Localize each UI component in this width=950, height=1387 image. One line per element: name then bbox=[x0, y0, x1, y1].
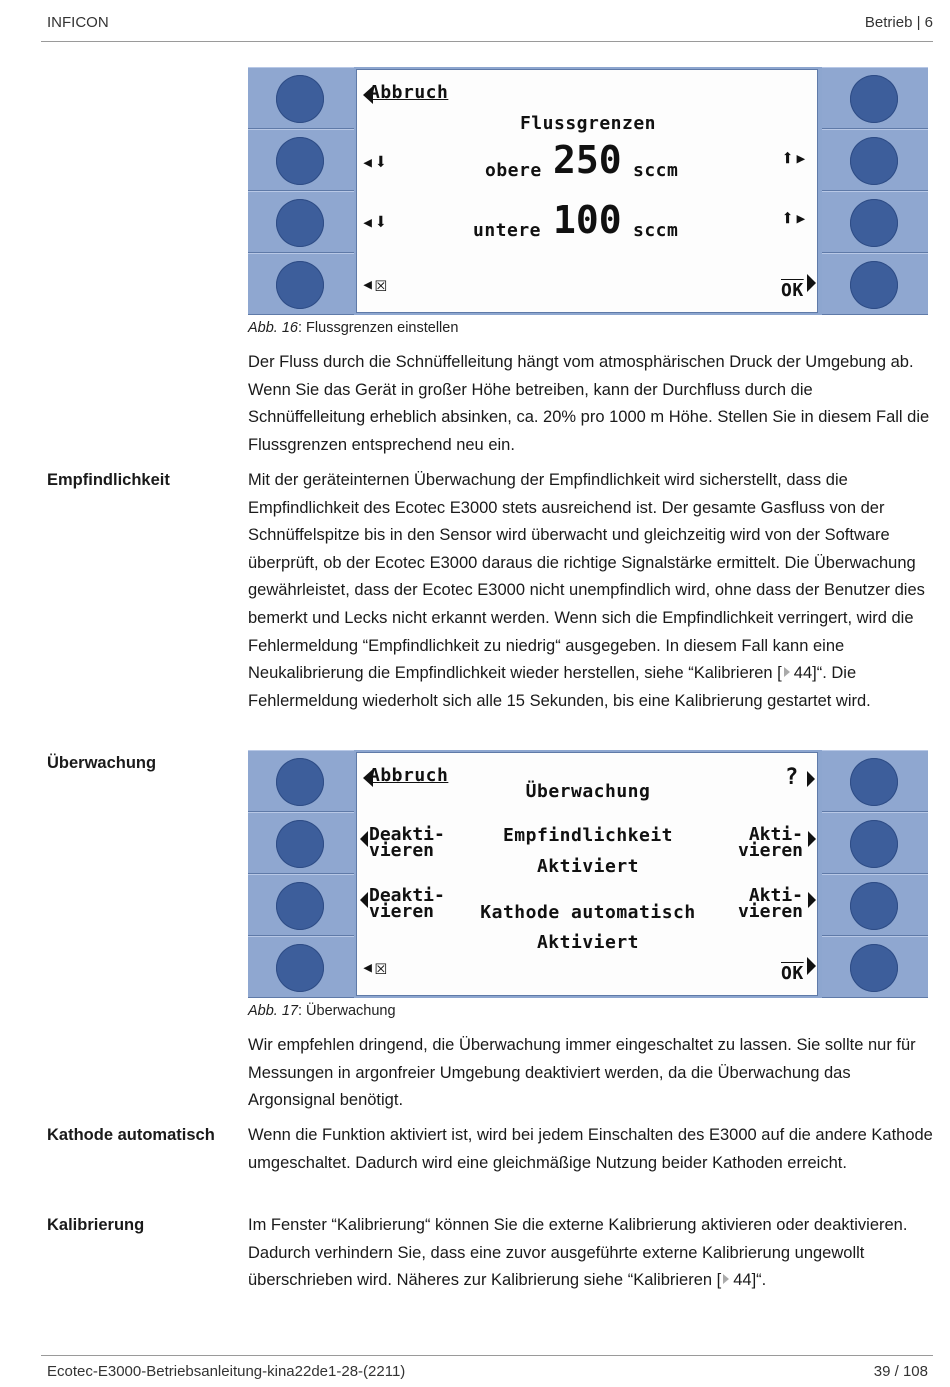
link-arrow-icon bbox=[784, 667, 790, 677]
upper-value: 250 bbox=[553, 138, 622, 182]
softkey-right-2[interactable] bbox=[850, 820, 898, 868]
footer-document-id: Ecotec-E3000-Betriebsanleitung-kina22de1-28-(2211) bbox=[47, 1363, 406, 1380]
footer-page-number: 39 / 108 bbox=[873, 1363, 928, 1380]
footer-rule bbox=[41, 1355, 933, 1356]
softkey-left-4[interactable] bbox=[276, 261, 324, 309]
right-arrow-icon bbox=[805, 955, 817, 977]
upper-unit: sccm bbox=[633, 160, 679, 181]
increase-arrow-icon-2: ⬆▸ bbox=[781, 206, 808, 231]
lcd-screen bbox=[356, 69, 818, 313]
softkey-left-2[interactable] bbox=[276, 137, 324, 185]
decrease-arrow-icon-2: ◂⬇ bbox=[361, 210, 388, 235]
side-heading-kalibrierung: Kalibrierung bbox=[47, 1216, 145, 1234]
lower-unit: sccm bbox=[633, 220, 679, 241]
softkey-right-1[interactable] bbox=[850, 758, 898, 806]
right-button-column bbox=[822, 67, 928, 315]
para-kathode: Wenn die Funktion aktiviert ist, wird bei jedem Einschalten des E3000 auf die andere Kathode umgeschaltet. Dadurch wird eine gleichmäßige Nutzung beider Kathoden erreicht. bbox=[248, 1126, 933, 1172]
right-arrow-icon bbox=[805, 769, 817, 789]
ok-label: $\overline{OK}$ bbox=[781, 963, 804, 984]
link-ref-kalibrieren[interactable]: 44] bbox=[793, 664, 817, 683]
softkey-left-3[interactable] bbox=[276, 882, 324, 930]
softkey-right-2[interactable] bbox=[850, 137, 898, 185]
cancel-x-icon: ◂☒ bbox=[361, 272, 388, 297]
deaktivieren-label-1: Deakti- vieren bbox=[369, 824, 445, 861]
side-heading-empfindlichkeit: Empfindlichkeit bbox=[47, 471, 170, 489]
device-display-flussgrenzen bbox=[248, 67, 928, 315]
aktivieren-label-2: Akti- vieren bbox=[737, 885, 803, 922]
softkey-right-3[interactable] bbox=[850, 199, 898, 247]
right-button-column bbox=[822, 750, 928, 998]
header-brand: INFICON bbox=[47, 14, 109, 31]
abbruch-label: Abbruch bbox=[369, 765, 449, 786]
header-section: Betrieb | 6 bbox=[864, 14, 933, 31]
right-arrow-icon bbox=[805, 272, 817, 294]
item-kathode: Kathode automatisch bbox=[480, 902, 696, 923]
item-kathode-state: Aktiviert bbox=[536, 932, 640, 953]
header-rule bbox=[41, 41, 933, 42]
softkey-right-1[interactable] bbox=[850, 75, 898, 123]
help-question-icon: ? bbox=[785, 765, 799, 790]
ok-label: $\overline{OK}$ bbox=[781, 280, 804, 301]
aktivieren-label-1: Akti- vieren bbox=[737, 824, 803, 861]
link-arrow-icon bbox=[723, 1274, 729, 1284]
lcd-screen bbox=[356, 752, 818, 996]
softkey-left-2[interactable] bbox=[276, 820, 324, 868]
side-heading-ueberwachung: Überwachung bbox=[47, 754, 157, 772]
lower-value: 100 bbox=[553, 198, 622, 242]
softkey-right-4[interactable] bbox=[850, 944, 898, 992]
left-button-column bbox=[248, 67, 354, 315]
left-button-column bbox=[248, 750, 354, 998]
screen-title: Überwachung bbox=[525, 781, 651, 802]
figure-17-caption: Abb. 17: Überwachung bbox=[248, 1003, 396, 1019]
softkey-left-1[interactable] bbox=[276, 758, 324, 806]
lower-label: untere bbox=[473, 220, 542, 241]
cancel-x-icon: ◂☒ bbox=[361, 955, 388, 980]
softkey-left-1[interactable] bbox=[276, 75, 324, 123]
para-flussgrenzen: Der Fluss durch die Schnüffelleitung hängt vom atmosphärischen Druck der Umgebung ab. Wenn Sie das Gerät in großer Höhe betreiben, kann der Durchfluss durch die Schnüffelleitung erheblich absinken, ca. 20% pro 1000 m Höhe. Stellen Sie in diesem Fall die Flussgrenzen entsprechend neu ein. bbox=[248, 353, 930, 454]
softkey-right-3[interactable] bbox=[850, 882, 898, 930]
softkey-left-3[interactable] bbox=[276, 199, 324, 247]
device-display-ueberwachung bbox=[248, 750, 928, 998]
item-empfindlichkeit-state: Aktiviert bbox=[536, 856, 640, 877]
softkey-right-4[interactable] bbox=[850, 261, 898, 309]
abbruch-label: Abbruch bbox=[369, 82, 449, 103]
figure-16-caption: Abb. 16: Flussgrenzen einstellen bbox=[248, 320, 459, 336]
screen-title: Flussgrenzen bbox=[519, 113, 657, 134]
para-ueberwachung: Wir empfehlen dringend, die Überwachung immer eingeschaltet zu lassen. Sie sollte nur für Messungen in argonfreier Umgebung deaktiviert werden, da die Überwachung das Argonsignal benötigt. bbox=[248, 1036, 916, 1110]
item-empfindlichkeit: Empfindlichkeit bbox=[502, 825, 674, 846]
deaktivieren-label-2: Deakti- vieren bbox=[369, 885, 445, 922]
decrease-arrow-icon: ◂⬇ bbox=[361, 150, 388, 175]
link-ref-kalibrieren[interactable]: 44] bbox=[733, 1271, 757, 1290]
softkey-left-4[interactable] bbox=[276, 944, 324, 992]
para-empfindlichkeit: Mit der geräteinternen Überwachung der Empfindlichkeit wird sicherstellt, dass die Empfindlichkeit des Ecotec E3000 stets ausreichend ist. Der gesamte Gasfluss von der Schnüffelspitze bis in den Sensor wird überwacht und gleichzeitig wird von der Software überprüft, ob der Ecotec E3000 daraus die richtige Signalstärke ermittelt. Die Überwachung gewährleistet, dass der Ecotec E3000 nicht unempfindlich wird, ohne dass der Benutzer dies bemerkt und Lecks nicht erkannt werden. Wenn sich die Empfindlichkeit verringert, wird die Fehlermeldung “Empfindlichkeit zu niedrig“ ausgegeben. In diesem Fall kann eine Neukalibrierung die Empfindlichkeit wieder herstellen, siehe “Kalibrieren [ 44]“. Die Fehlermeldung wiederholt sich alle 15 Sekunden, bis eine Kalibrierung gestartet wird. bbox=[248, 471, 925, 710]
increase-arrow-icon: ⬆▸ bbox=[781, 146, 808, 171]
para-kalibrierung: Im Fenster “Kalibrierung“ können Sie die externe Kalibrierung aktivieren oder deaktivieren. Dadurch verhindern Sie, dass eine zuvor ausgeführte externe Kalibrierung ungewollt überschrieben wird. Näheres zur Kalibrierung siehe “Kalibrieren [ 44]“. bbox=[248, 1216, 908, 1290]
upper-label: obere bbox=[485, 160, 542, 181]
side-heading-kathode: Kathode automatisch bbox=[47, 1126, 215, 1144]
